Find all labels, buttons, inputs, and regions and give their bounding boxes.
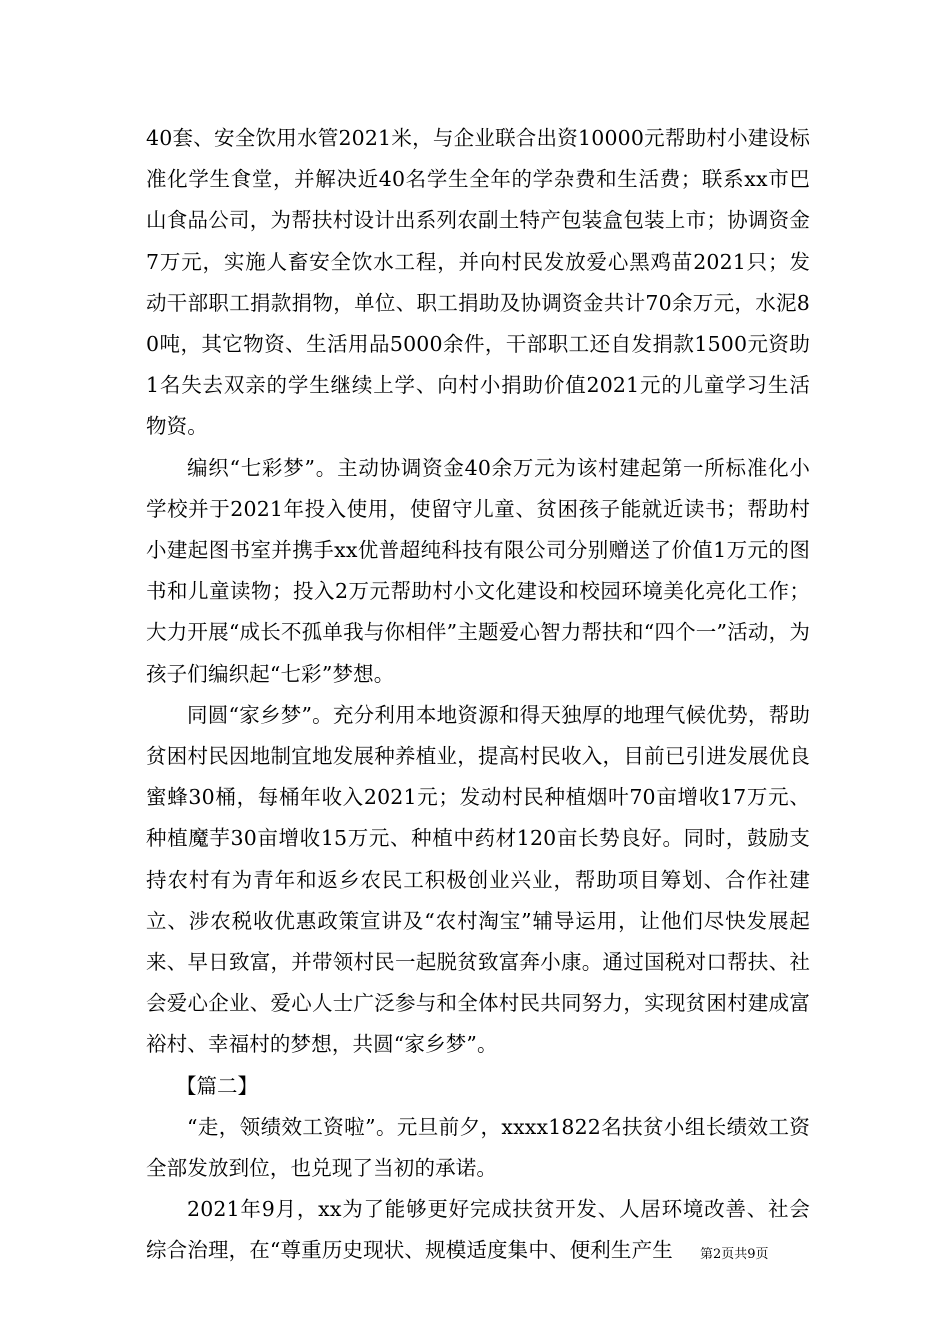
paragraph-september: 2021年9月，xx为了能够更好完成扶贫开发、人居环境改善、社会综合治理，在“尊重历史现状、规模适度集中、便利生产生 xyxy=(146,1197,810,1263)
section-heading: 【篇二】 xyxy=(176,1073,258,1098)
paragraph-continued: 40套、安全饮用水管2021米，与企业联合出资10000元帮助村小建设标准化学生食堂，并解决近40名学生全年的学杂费和生活费；联系xx市巴山食品公司，为帮扶村设计出系列农副土特产包装盒包装上市；协调资金7万元，实施人畜安全饮水工程，并向村民发放爱心黑鸡苗2021只；发动干部职工捐款捐物，单位、职工捐助及协调资金共计70余万元，水泥80吨，其它物资、生活用品5000余件，干部职工还自发捐款1500元资助1名失去双亲的学生继续上学、向村小捐助价值2021元的儿童学习生活物资。 xyxy=(146,126,810,439)
paragraph-jiaxiang-meng: 同圆“家乡梦”。充分利用本地资源和得天独厚的地理气候优势，帮助贫困村民因地制宜地发展种养植业，提高村民收入，目前已引进发展优良蜜蜂30桶，每桶年收入2021元；发动村民种植烟叶70亩增收17万元、种植魔芋30亩增收15万元、种植中药材120亩长势良好。同时，鼓励支持农村有为青年和返乡农民工积极创业兴业，帮助项目筹划、合作社建立、涉农税收优惠政策宣讲及“农村淘宝”辅导运用，让他们尽快发展起来、早日致富，并带领村民一起脱贫致富奔小康。通过国税对口帮扶、社会爱心企业、爱心人士广泛参与和全体村民共同努力，实现贫困村建成富裕村、幸福村的梦想，共圆“家乡梦”。 xyxy=(146,702,810,1057)
paragraph-performance-pay: “走，领绩效工资啦”。元旦前夕，xxxx1822名扶贫小组长绩效工资全部发放到位，也兑现了当初的承诺。 xyxy=(146,1114,810,1181)
document-body xyxy=(146,118,810,1272)
paragraph-qicai-meng: 编织“七彩梦”。主动协调资金40余万元为该村建起第一所标准化小学校并于2021年投入使用，使留守儿童、贫困孩子能就近读书；帮助村小建起图书室并携手xx优普超纯科技有限公司分别赠送了价值1万元的图书和儿童读物；投入2万元帮助村小文化建设和校园环境美化亮化工作；大力开展“成长不孤单我与你相伴”主题爱心智力帮扶和“四个一”活动，为孩子们编织起“七彩”梦想。 xyxy=(146,455,810,686)
page-number-footer: 第2页共9页 xyxy=(700,1247,769,1262)
